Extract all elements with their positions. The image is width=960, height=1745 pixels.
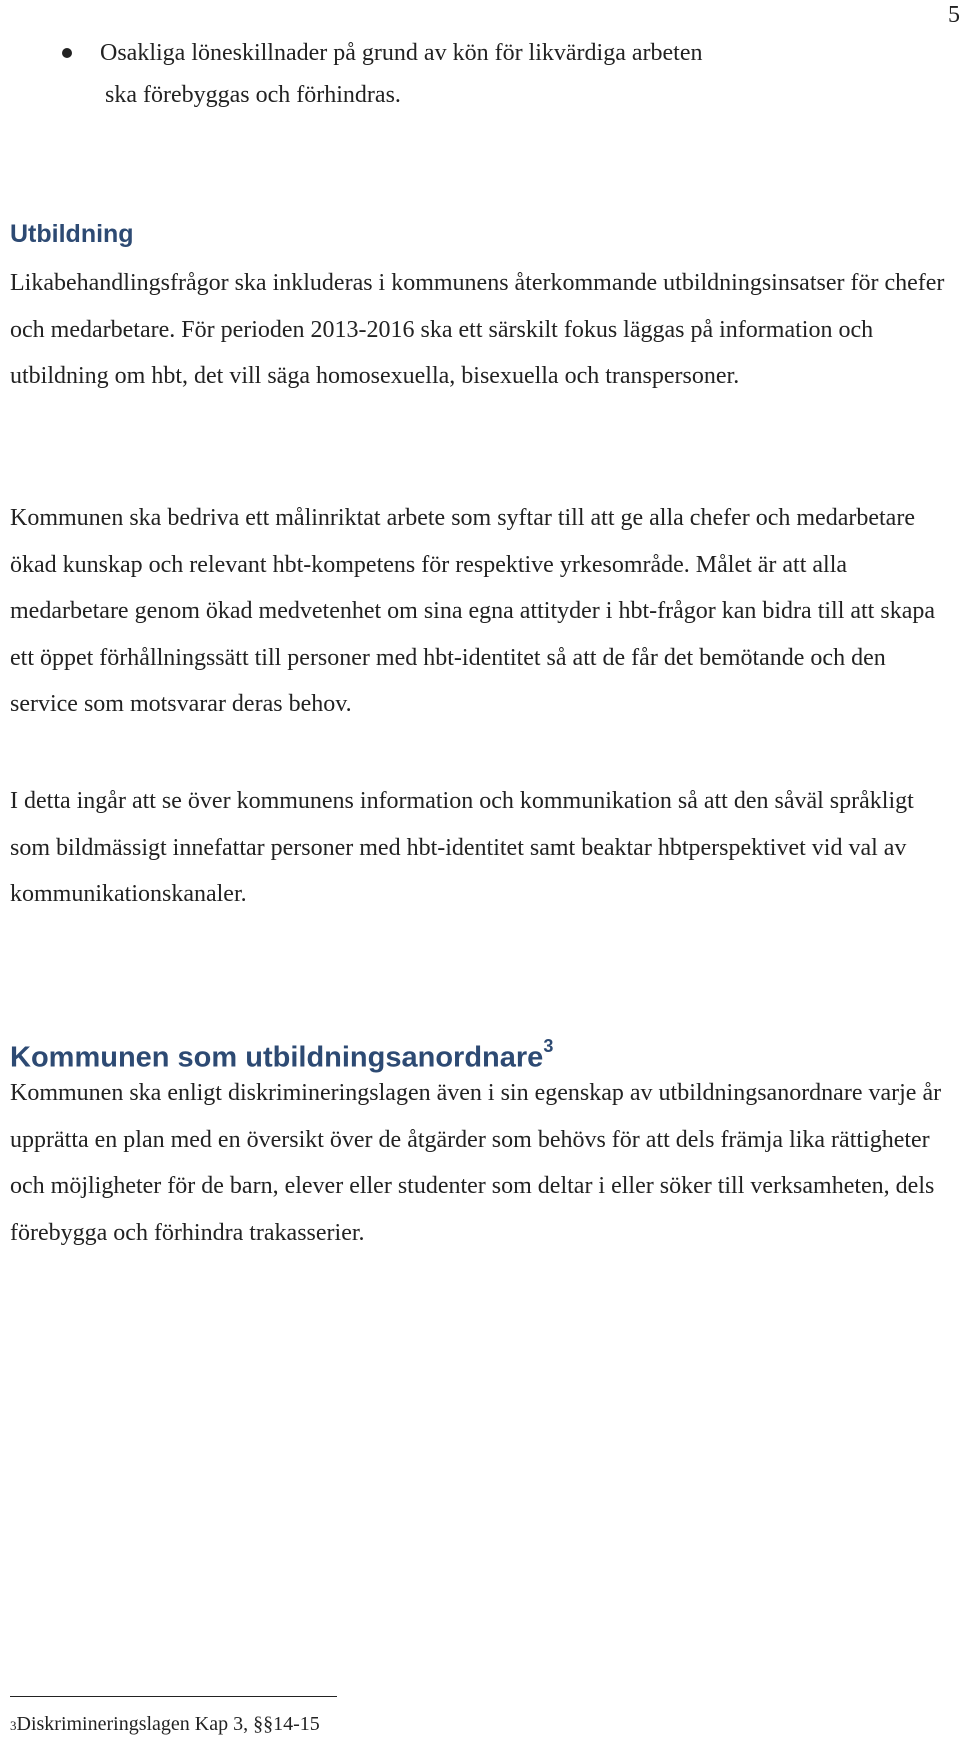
footnote: [10, 1711, 320, 1739]
bullet-text-line2: ska förebyggas och förhindras.: [105, 82, 401, 108]
page-number: 5: [948, 2, 960, 28]
bullet-text-line1: Osakliga löneskillnader på grund av kön för likvärdiga arbeten: [100, 40, 703, 66]
section-heading-text: Kommunen som utbildningsanordnare: [10, 1041, 544, 1074]
section-heading-utbildning: Utbildning: [10, 220, 134, 248]
footnote-text: Diskrimineringslagen Kap 3, §§14-15: [16, 1713, 320, 1735]
bullet-dot-icon: [62, 48, 72, 58]
paragraph-hbt-kompetens: Kommunen ska bedriva ett målinriktat arbete som syftar till att ge alla chefer och medarbetare ökad kunskap och relevant hbt-kompetens för respektive yrkesområde. Målet är att alla medarbetare genom ökad medvetenhet om sina egna attityder i hbt-frågor kan bidra till att skapa ett öppet förhållningssätt till personer med hbt-identitet så att de får det bemötande och den service som motsvarar deras behov.: [10, 505, 935, 717]
paragraph-kommunikation: I detta ingår att se över kommunens information och kommunikation så att den såväl språkligt som bildmässigt innefattar personer med hbt-identitet samt beaktar hbtperspektivet vid val av kommunikationskanaler.: [10, 788, 914, 907]
footnote-divider: [10, 1696, 337, 1697]
footnote-reference: 3: [543, 1036, 554, 1056]
bullet-list-item: [62, 32, 902, 116]
paragraph-utbildning-intro: Likabehandlingsfrågor ska inkluderas i kommunens återkommande utbildningsinsatser för chefer och medarbetare. För perioden 2013-2016 ska ett särskilt fokus läggas på information och utbildning om hbt, det vill säga homosexuella, bisexuella och transpersoner.: [10, 270, 945, 389]
paragraph-utbildningsanordnare: Kommunen ska enligt diskrimineringslagen även i sin egenskap av utbildningsanordnare varje år upprätta en plan med en översikt över de åtgärder som behövs för att dels främja lika rättigheter och möjligheter för de barn, elever eller studenter som deltar i eller söker till verksamheten, dels förebygga och förhindra trakasserier.: [10, 1080, 942, 1246]
footnote-mark: 3: [10, 1718, 17, 1733]
